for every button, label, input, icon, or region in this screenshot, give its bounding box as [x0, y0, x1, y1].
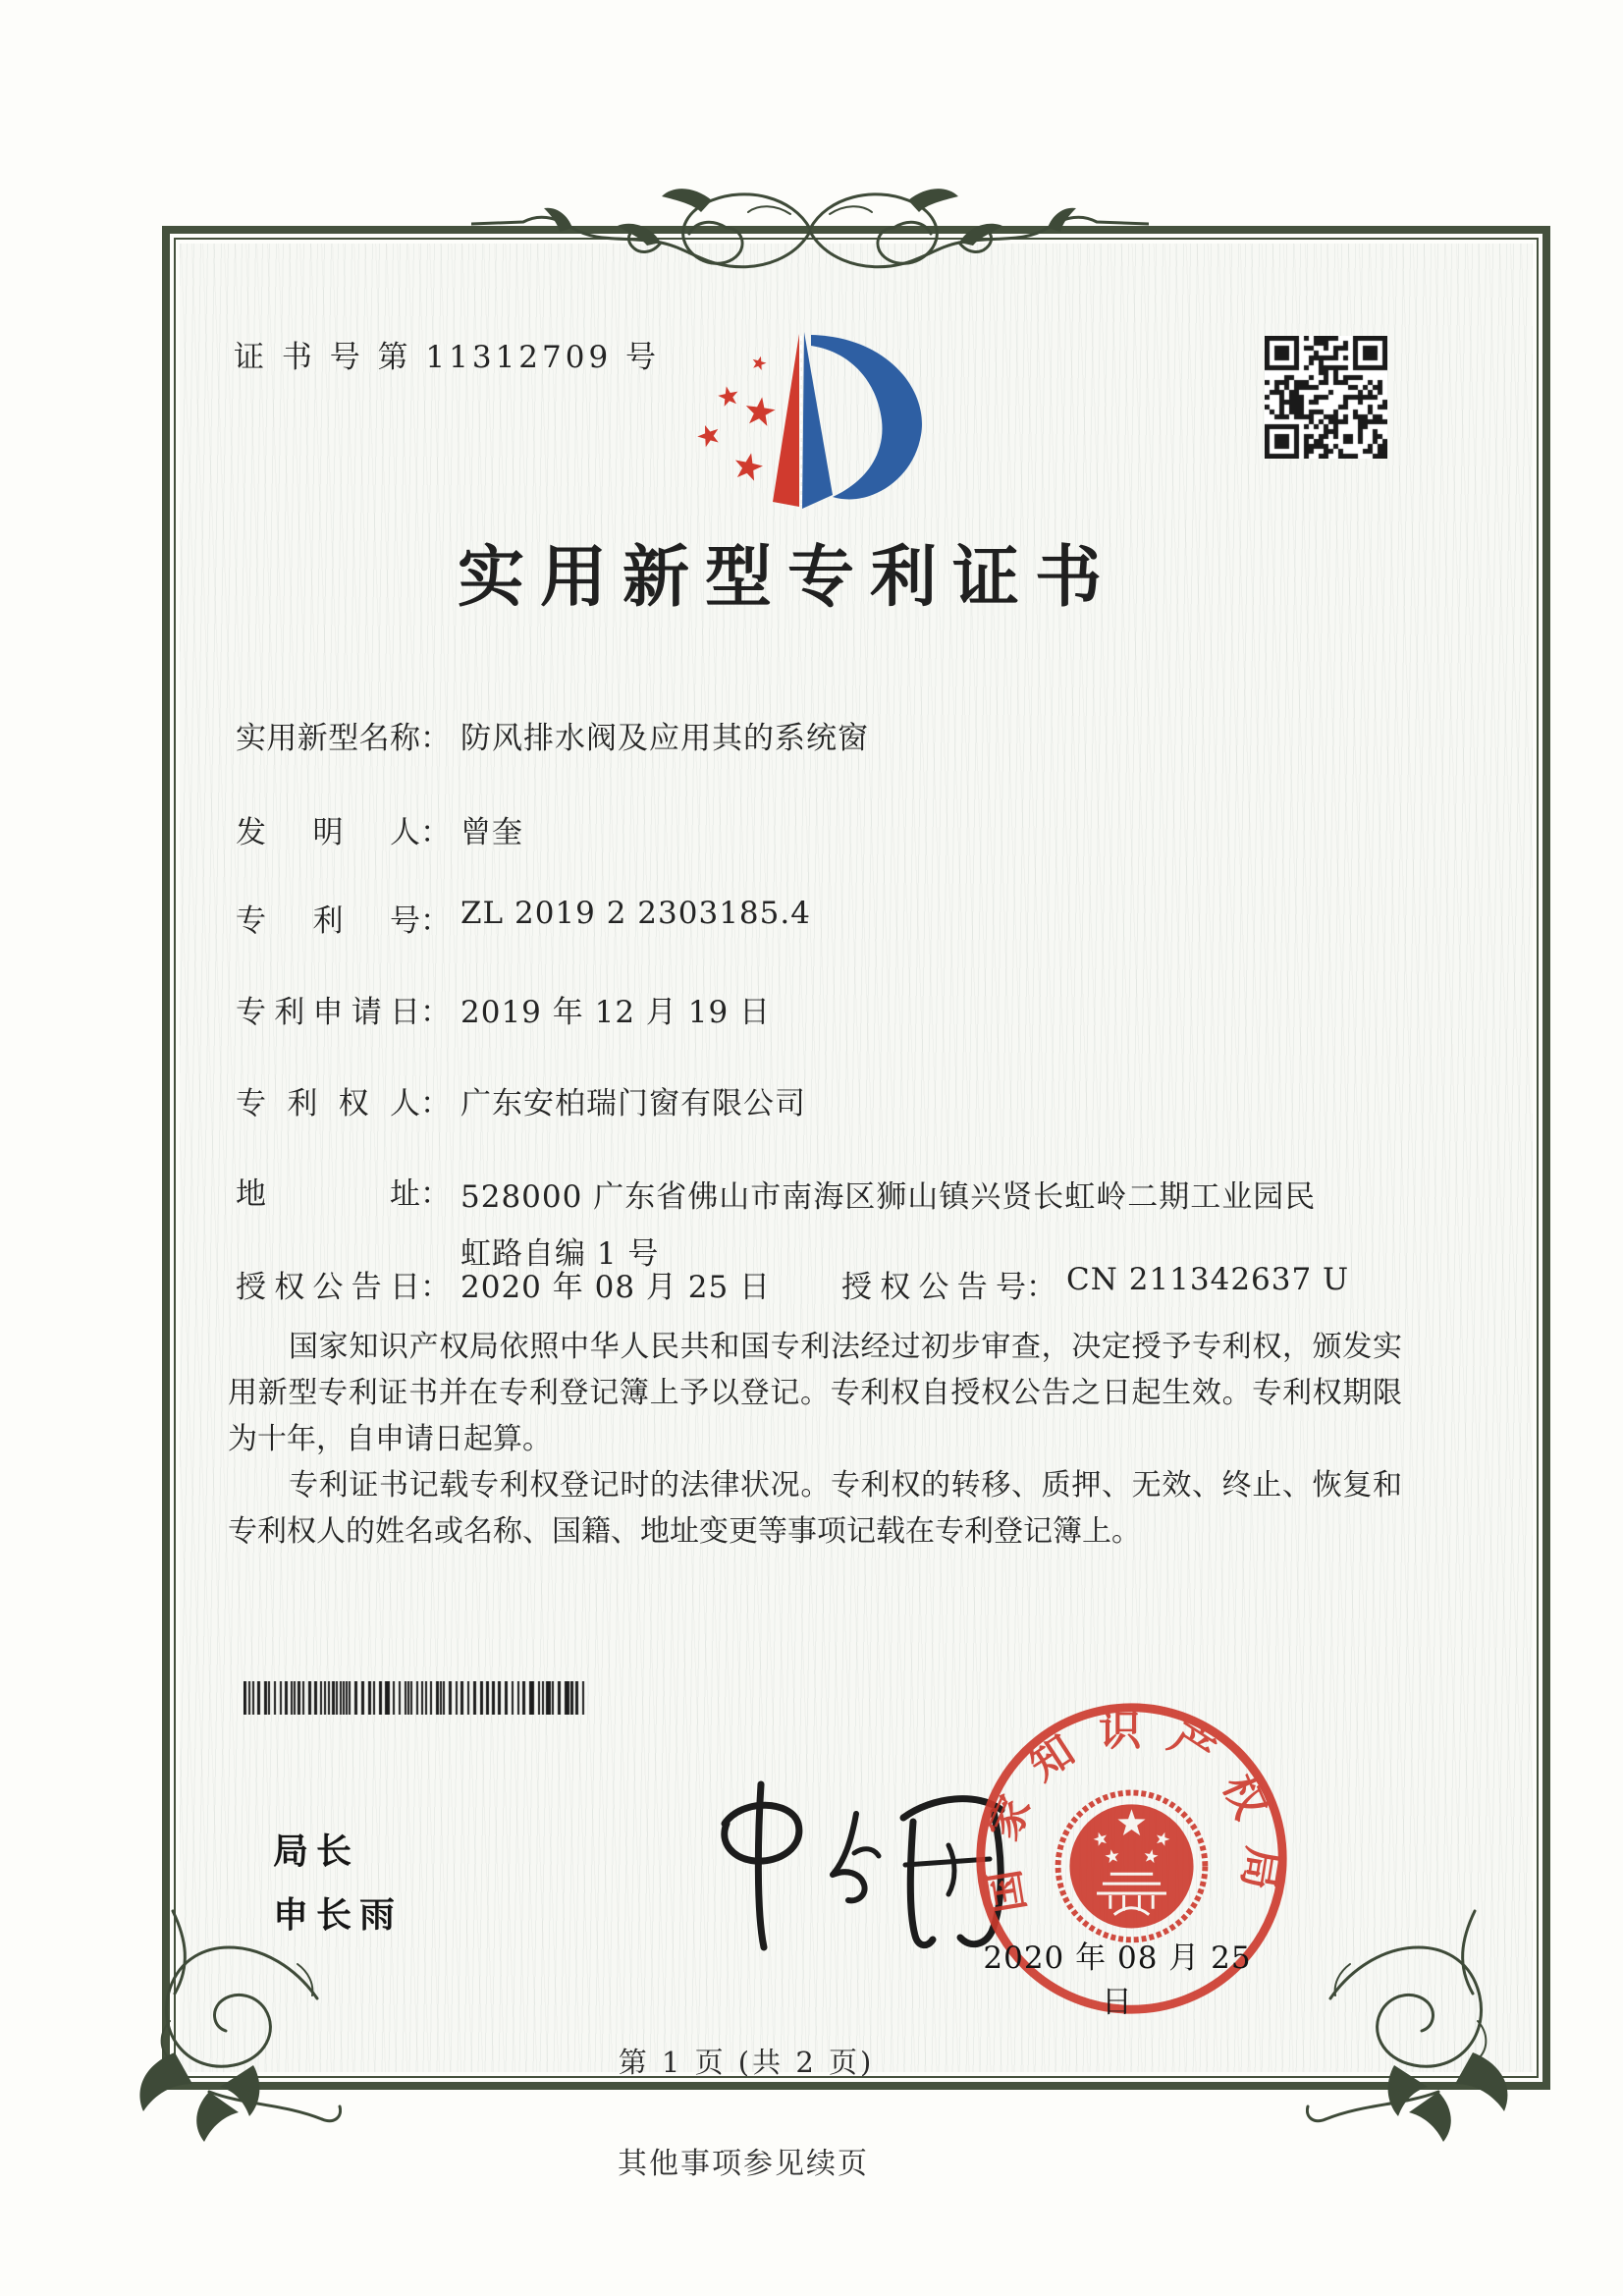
- field-label: 授权公告日: [236, 1270, 420, 1305]
- field-colon: ：: [420, 1086, 451, 1121]
- field-grant-number: [841, 1262, 1349, 1306]
- field-colon: ：: [420, 815, 451, 850]
- legal-text-block: [228, 1324, 1402, 1555]
- field-label: 专利申请日: [236, 995, 420, 1030]
- field-patent-number: [236, 896, 811, 940]
- field-value: 广东安柏瑞门窗有限公司: [460, 1086, 806, 1121]
- seal-date: 2020 年 08 月 25 日: [983, 1941, 1252, 2020]
- field-colon: ：: [420, 995, 451, 1030]
- director-role-label: 局长: [273, 1831, 360, 1872]
- field-colon: ：: [420, 1270, 451, 1305]
- field-label: 专利权人: [236, 1086, 420, 1121]
- qr-code-icon: [1265, 336, 1387, 459]
- cnipa-logo-icon: [677, 302, 962, 523]
- field-label: 地址: [236, 1176, 420, 1212]
- barcode-icon: [243, 1681, 589, 1715]
- legal-paragraph-1: 国家知识产权局依照中华人民共和国专利法经过初步审查，决定授予专利权，颁发实用新型专利证书并在专利登记簿上予以登记。专利权自授权公告之日起生效。专利权期限为十年，自申请日起算。: [228, 1330, 1402, 1456]
- field-label: 发明人: [236, 815, 420, 850]
- field-utility-model-name: [236, 713, 869, 757]
- border-flourish-top-icon: [471, 175, 1149, 312]
- field-value: 2020 年 08 月 25 日: [460, 1270, 772, 1305]
- director-name: 申长雨: [273, 1894, 404, 1936]
- field-label: 专利号: [236, 903, 420, 939]
- national-emblem-icon: [1058, 1793, 1206, 1941]
- field-inventor: [236, 807, 523, 851]
- field-colon: ：: [420, 903, 451, 939]
- field-grant-date: [236, 1262, 772, 1305]
- field-value: 528000 广东省佛山市南海区狮山镇兴贤长虹岭二期工业园民虹路自编 1 号: [460, 1179, 1317, 1272]
- field-colon: ：: [420, 721, 451, 756]
- certificate-title: 实用新型专利证书: [457, 538, 1117, 617]
- field-value: 防风排水阀及应用其的系统窗: [460, 721, 869, 756]
- seal-ring-text: 国家知识产权局: [974, 1706, 1289, 1917]
- field-colon: ：: [1026, 1270, 1056, 1305]
- certificate-number: 证 书 号 第 11312709 号: [234, 340, 661, 375]
- field-value: CN 211342637 U: [1066, 1262, 1350, 1297]
- field-value: 曾奎: [460, 815, 523, 850]
- field-value: 2019 年 12 月 19 日: [460, 995, 772, 1030]
- border-ornament-bottom-left-icon: [116, 1905, 342, 2151]
- field-patentee: [236, 1078, 806, 1122]
- field-label: 授权公告号: [841, 1270, 1026, 1305]
- page-number-info: 第 1 页 (共 2 页): [618, 2046, 875, 2079]
- border-ornament-bottom-right-icon: [1306, 1905, 1532, 2151]
- field-colon: ：: [420, 1176, 451, 1212]
- continuation-note: 其他事项参见续页: [618, 2147, 869, 2181]
- field-grant-row: [236, 1262, 1404, 1306]
- legal-paragraph-2: 专利证书记载专利权登记时的法律状况。专利权的转移、质押、无效、终止、恢复和专利权人的姓名或名称、国籍、地址变更等事项记载在专利登记簿上。: [228, 1468, 1402, 1549]
- field-label: 实用新型名称: [236, 721, 420, 756]
- field-filing-date: [236, 987, 771, 1031]
- handwritten-signature-icon: [609, 1763, 1021, 1969]
- field-value: ZL 2019 2 2303185.4: [460, 896, 811, 931]
